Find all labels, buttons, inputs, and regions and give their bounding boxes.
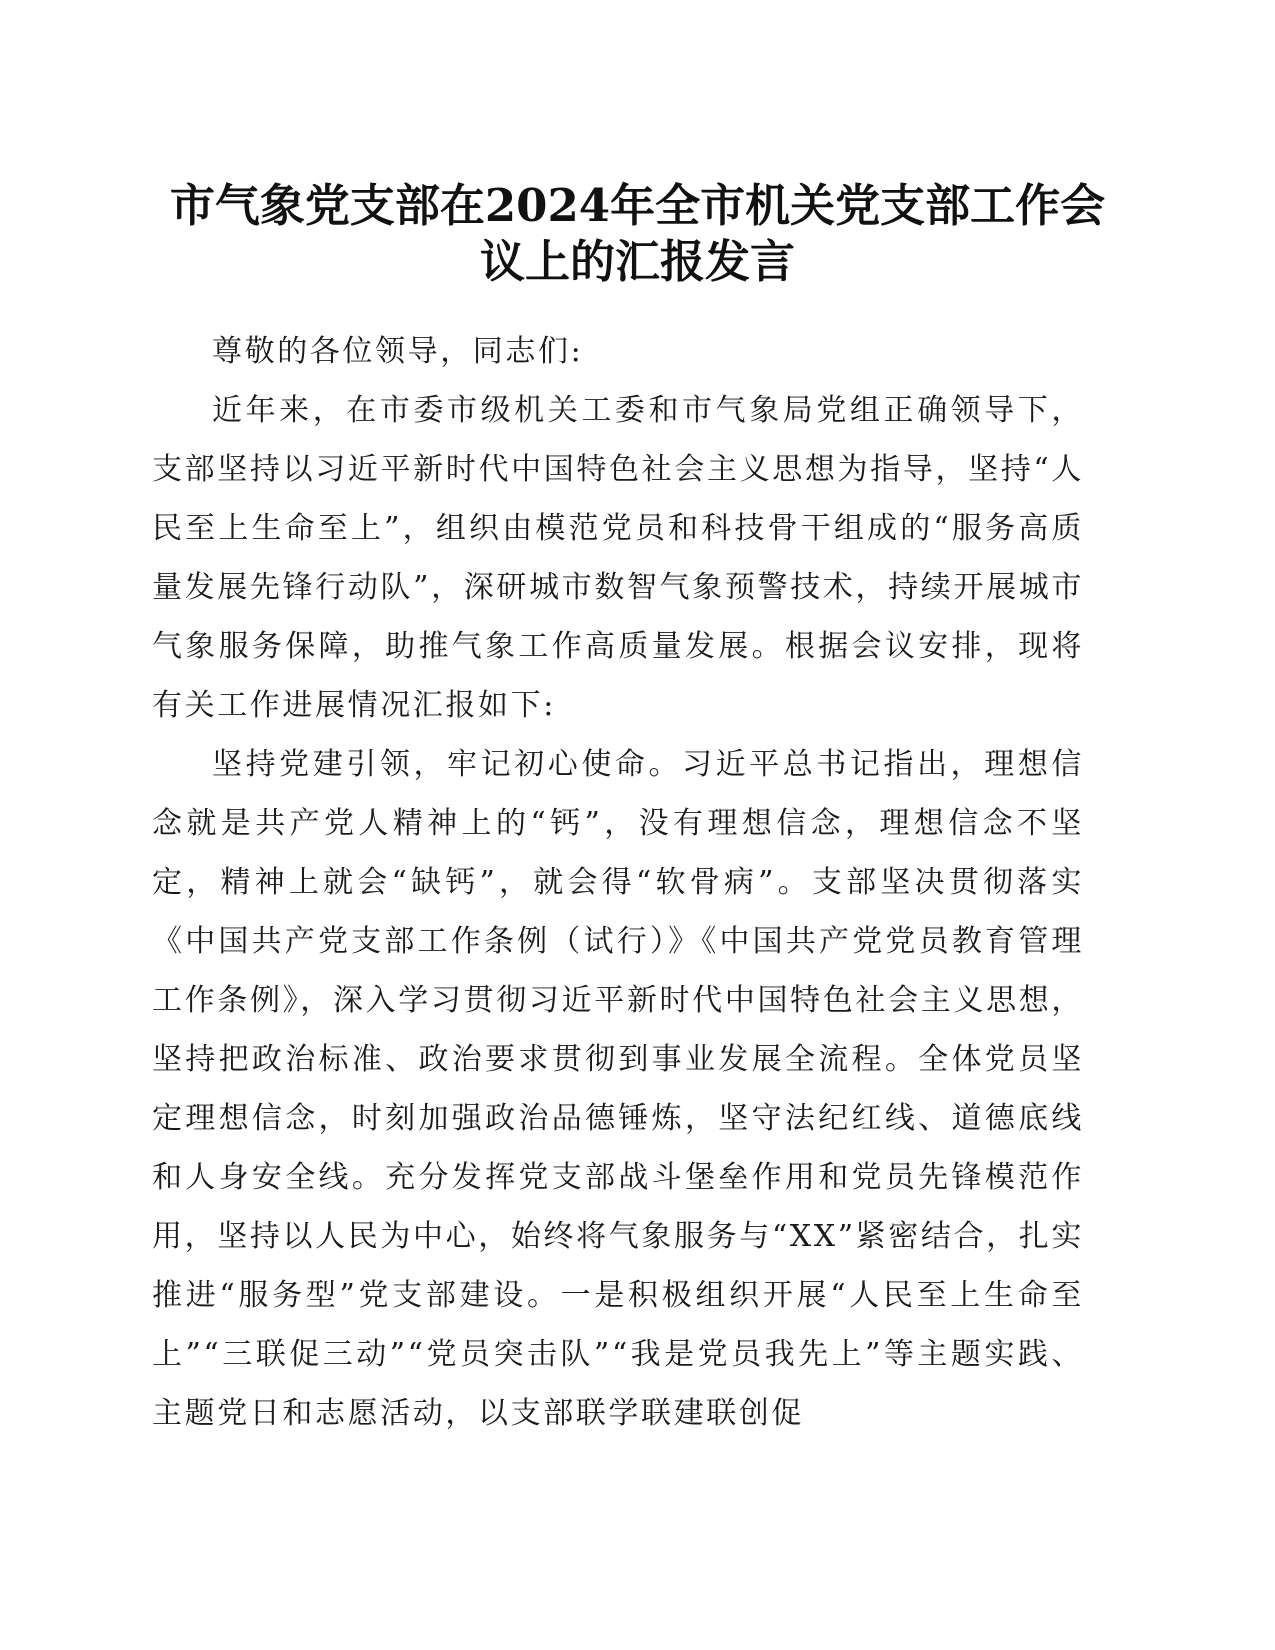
title-line-2: 议上的汇报发言: [479, 235, 795, 288]
title-line-1: 市气象党支部在2024年全市机关党支部工作会: [169, 179, 1106, 232]
salutation-paragraph: 尊敬的各位领导，同志们:: [212, 334, 584, 369]
document-title: [150, 178, 1125, 290]
intro-paragraph: 近年来，在市委市级机关工委和市气象局党组正确领导下，支部坚持以习近平新时代中国特色社会主义思想为指导，坚持“人民至上生命至上”，组织由模范党员和科技骨干组成的“服务高质量发展先锋行动队”，深研城市数智气象预警技术，持续开展城市气象服务保障，助推气象工作高质量发展。根据会议安排，现将有关工作进展情况汇报如下:: [152, 393, 1084, 723]
document-body: [152, 322, 1084, 1443]
party-building-paragraph: 坚持党建引领，牢记初心使命。习近平总书记指出，理想信念就是共产党人精神上的“钙”，没有理想信念，理想信念不坚定，精神上就会“缺钙”，就会得“软骨病”。支部坚决贯彻落实《中国共产党支部工作条例（试行）》《中国共产党党员教育管理工作条例》，深入学习贯彻习近平新时代中国特色社会主义思想，坚持把政治标准、政治要求贯彻到事业发展全流程。全体党员坚定理想信念，时刻加强政治品德锤炼，坚守法纪红线、道德底线和人身安全线。充分发挥党支部战斗堡垒作用和党员先锋模范作用，坚持以人民为中心，始终将气象服务与“XX”紧密结合，扎实推进“服务型”党支部建设。一是积极组织开展“人民至上生命至上”“三联促三动”“党员突击队”“我是党员我先上”等主题实践、主题党日和志愿活动，以支部联学联建联创促: [152, 747, 1084, 1431]
